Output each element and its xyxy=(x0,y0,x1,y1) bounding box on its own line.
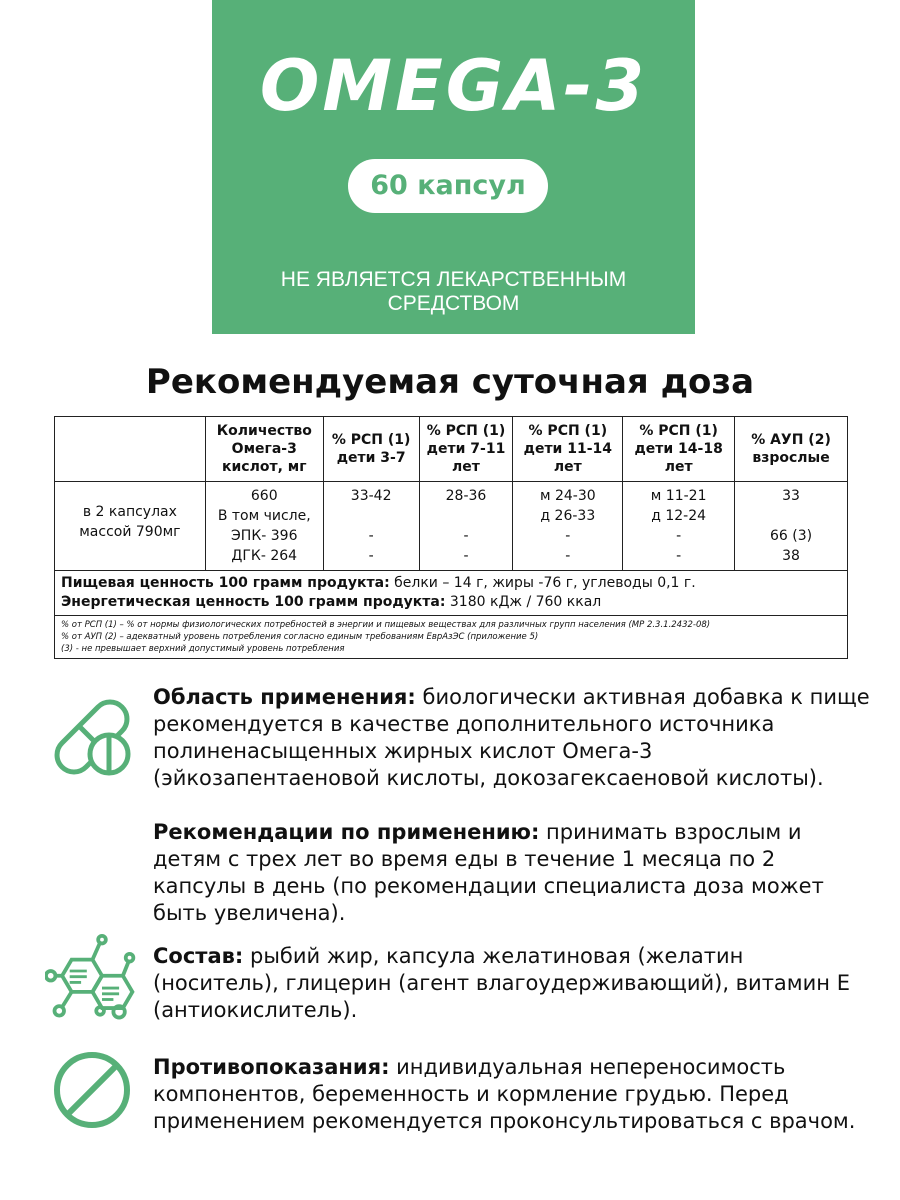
cell-line: д 26-33 xyxy=(540,508,596,524)
cell-line: - xyxy=(676,548,682,564)
usage-text: биологически активная добавка к пище рекомендуется в качестве дополнительного источника полиненасыщенных жирных кислот Омега-3 (эйкозапентаеновой кислоты, докозагексаеновой кислоты). xyxy=(153,685,870,790)
cell-line xyxy=(735,506,847,526)
cell-line: В том числе, xyxy=(217,508,311,524)
contraindications-section xyxy=(153,1054,873,1135)
nutrition-label: Пищевая ценность 100 грамм продукта: xyxy=(61,575,390,591)
composition-label: Состав: xyxy=(153,944,244,968)
contraindications-label: Противопоказания: xyxy=(153,1055,390,1079)
table-cell xyxy=(735,482,848,571)
table-header: Количество Омега-3 кислот, мг xyxy=(205,417,323,482)
cell-line: - xyxy=(676,528,682,544)
recommendations-label: Рекомендации по применению: xyxy=(153,820,540,844)
cell-line: м 24-30 xyxy=(539,488,596,504)
table-header: % РСП (1) дети 14-18 лет xyxy=(623,417,735,482)
cell-line: ДГК- 264 xyxy=(231,548,298,564)
cell-line: м 11-21 xyxy=(650,488,707,504)
nutrition-row xyxy=(55,571,848,616)
cell-line xyxy=(420,506,513,526)
cell-line: д 12-24 xyxy=(651,508,707,524)
cell-line: - xyxy=(565,528,571,544)
dose-title: Рекомендуемая суточная доза xyxy=(145,362,755,402)
cell-line: 38 xyxy=(782,548,800,564)
cell-line: 33-42 xyxy=(350,488,392,504)
cell-line: 66 (3) xyxy=(769,528,813,544)
recommendations-section xyxy=(153,819,873,927)
table-cell xyxy=(513,482,623,571)
pill-capsule-icon xyxy=(50,695,135,780)
composition-text: рыбий жир, капсула желатиновая (желатин (носитель), глицерин (агент влагоудерживающий), витамин Е (антиокислитель). xyxy=(153,944,850,1022)
table-header: % АУП (2) взрослые xyxy=(735,417,848,482)
cell-line: - xyxy=(368,528,374,544)
table-cell xyxy=(323,482,419,571)
table-header-row xyxy=(55,417,848,482)
usage-label: Область применения: xyxy=(153,685,416,709)
table-cell xyxy=(205,482,323,571)
cell-line xyxy=(324,506,419,526)
row-label: в 2 капсулах массой 790мг xyxy=(55,482,206,571)
table-cell xyxy=(623,482,735,571)
capsule-count-badge: 60 капсул xyxy=(348,159,548,213)
table-row xyxy=(55,482,848,571)
molecule-icon xyxy=(45,933,140,1028)
cell-line: ЭПК- 396 xyxy=(231,528,298,544)
table-header: % РСП (1) дети 7-11 лет xyxy=(419,417,513,482)
table-header: % РСП (1) дети 3-7 xyxy=(323,417,419,482)
header-banner xyxy=(212,0,695,334)
cell-line: - xyxy=(368,548,374,564)
usage-section xyxy=(153,684,873,792)
composition-section xyxy=(153,943,873,1024)
cell-line: 33 xyxy=(782,488,800,504)
product-title: OMEGA-3 xyxy=(259,45,648,127)
recommendations-text: принимать взрослым и детям с трех лет во время еды в течение 1 месяца по 2 капсулы в день (по рекомендации специалиста доза может быть увеличена). xyxy=(153,820,824,925)
footnote: % от РСП (1) – % от нормы физиологических потребностей в энергии и пищевых веществах для различных групп населения (МР 2.3.1.2432-08) xyxy=(61,620,711,630)
energy-value: 3180 кДж / 760 ккал xyxy=(445,594,602,610)
dose-table xyxy=(54,416,848,659)
footnotes-row xyxy=(55,616,848,659)
table-cell xyxy=(419,482,513,571)
table-header xyxy=(55,417,206,482)
energy-label: Энергетическая ценность 100 грамм продукта: xyxy=(61,594,446,610)
cell-line: 660 xyxy=(250,488,278,504)
footnote: % от АУП (2) – адекватный уровень потребления согласно единым требованиям ЕврАзЭС (приложение 5) xyxy=(61,632,539,642)
cell-line: - xyxy=(463,528,469,544)
cell-line: - xyxy=(565,548,571,564)
not-drug-notice: НЕ ЯВЛЯЕТСЯ ЛЕКАРСТВЕННЫМ СРЕДСТВОМ xyxy=(280,268,627,315)
footnote: (3) - не превышает верхний допустимый уровень потребления xyxy=(61,644,345,654)
table-header: % РСП (1) дети 11-14 лет xyxy=(513,417,623,482)
prohibited-icon xyxy=(52,1050,132,1130)
cell-line: - xyxy=(463,548,469,564)
contraindications-text: индивидуальная непереносимость компонентов, беременность и кормление грудью. Перед применением рекомендуется проконсультироваться с врачом. xyxy=(153,1055,856,1133)
nutrition-value: белки – 14 г, жиры -76 г, углеводы 0,1 г. xyxy=(389,575,696,591)
cell-line: 28-36 xyxy=(445,488,487,504)
